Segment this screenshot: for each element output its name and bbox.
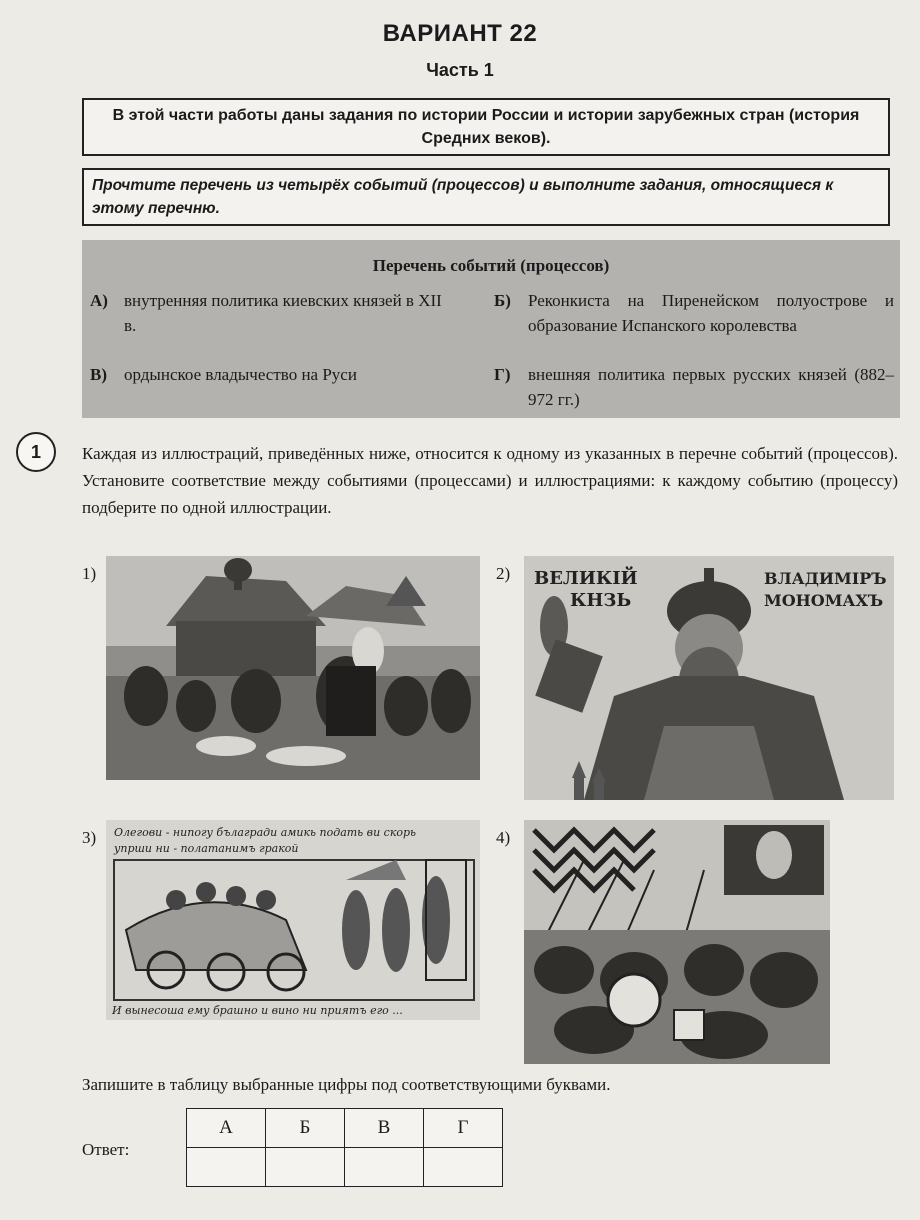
picture-2-portrait — [524, 556, 894, 800]
intro-text: В этой части работы даны задания по истории России и истории зарубежных стран (история Средних веков). — [112, 107, 860, 147]
caption-right-1: ВЛАДИМIРЪ — [764, 569, 887, 588]
answer-cell-g[interactable] — [424, 1148, 503, 1187]
event-text: внешняя политика первых русских князей (882–972 гг.) — [528, 365, 894, 409]
picture-2-label: 2) — [496, 564, 511, 583]
picture-1-label: 1) — [82, 564, 97, 583]
picture-4-battle — [524, 820, 830, 1064]
picture-3-label: 3) — [82, 828, 97, 847]
record-instruction: Запишите в таблицу выбранные цифры под соответствующими буквами. — [82, 1075, 611, 1094]
inscription-bottom: И вынесоша ему брашно и вино ни приятъ его ... — [112, 1004, 403, 1017]
battle-scene-image — [524, 820, 830, 1064]
question-number: 1 — [16, 432, 56, 472]
intro-box — [82, 98, 890, 156]
picture-3-miniature — [106, 820, 480, 1020]
answer-cell-v[interactable] — [345, 1148, 424, 1187]
answer-column-a: А — [187, 1109, 266, 1148]
event-letter: Г) — [494, 365, 511, 384]
answer-cell-b[interactable] — [266, 1148, 345, 1187]
instruction-text: Прочтите перечень из четырёх событий (процессов) и выполните задания, относящиеся к этому перечню. — [92, 177, 834, 217]
chronicle-miniature-image — [106, 820, 480, 1020]
event-letter: А) — [90, 291, 108, 310]
event-letter: В) — [90, 365, 107, 384]
answer-header-row — [187, 1109, 503, 1148]
question-text: Каждая из иллюстраций, приведённых ниже, относится к одному из указанных в перечне событий (процессов). Установите соответствие между событиями (процессами) и иллюстрациями: к каждому событию (процессу) подберите по одной иллюстрации. — [82, 444, 898, 517]
answer-input-row — [187, 1148, 503, 1187]
answer-cell-a[interactable] — [187, 1148, 266, 1187]
caption-left-2: КНЗЬ — [570, 590, 632, 611]
answer-table — [186, 1108, 503, 1187]
picture-4-label: 4) — [496, 828, 511, 847]
inscription-top-2: упрши ни - полатанимъ гракой — [114, 842, 299, 855]
inscription-top-1: Олегови - нипогу бълагради амикь подать ви скорь — [114, 826, 417, 839]
event-text: внутренняя политика киевских князей в XII в. — [124, 291, 442, 335]
event-text: ордынское владычество на Руси — [124, 365, 357, 384]
caption-right-2: МОНОМАХЪ — [764, 591, 884, 610]
answer-column-v: В — [345, 1109, 424, 1148]
answer-column-b: Б — [266, 1109, 345, 1148]
tribute-collection-image — [106, 556, 480, 780]
instruction-box — [82, 168, 890, 226]
events-list — [82, 240, 900, 418]
monomakh-portrait-image — [524, 556, 894, 800]
answer-column-g: Г — [424, 1109, 503, 1148]
answer-label: Ответ: — [82, 1140, 130, 1159]
event-text: Реконкиста на Пиренейском полуострове и образование Испанского королевства — [528, 291, 894, 335]
part-title: Часть 1 — [426, 60, 494, 80]
caption-left-1: ВЕЛИКIЙ — [534, 568, 638, 589]
events-title: Перечень событий (процессов) — [372, 256, 610, 275]
picture-1-painting — [106, 556, 480, 780]
variant-title: ВАРИАНТ 22 — [382, 20, 538, 47]
event-letter: Б) — [494, 291, 511, 310]
